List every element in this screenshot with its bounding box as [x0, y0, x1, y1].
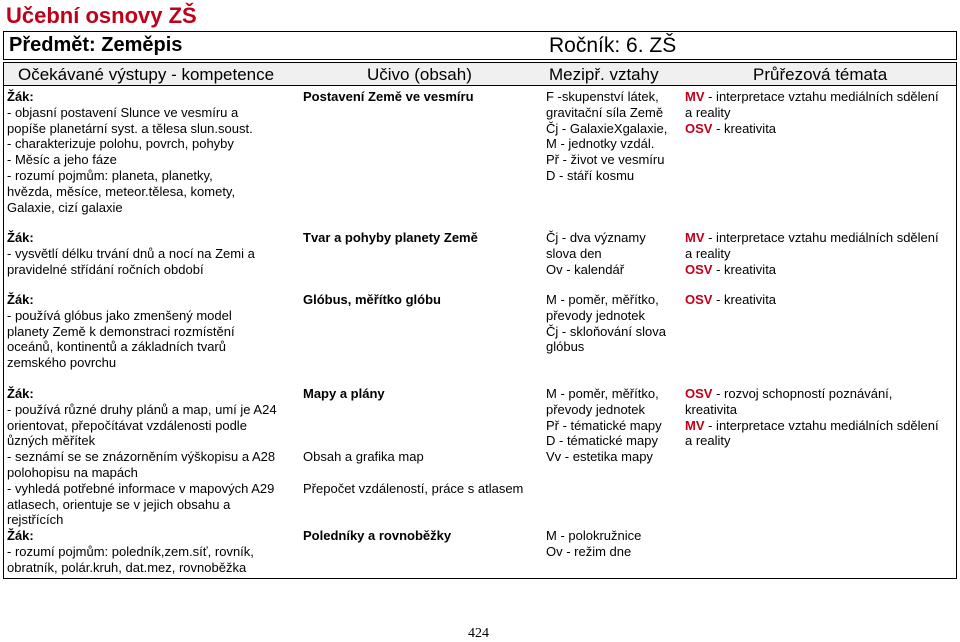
relations-cell — [546, 89, 667, 184]
relation-line: Vv - estetika mapy — [546, 449, 653, 465]
grade-label: Ročník: 6. ZŠ — [549, 34, 677, 57]
theme-code: OSV — [685, 292, 713, 307]
outcome-line: - objasní postavení Slunce ve vesmíru a — [7, 104, 239, 120]
outcome-line: obratník, polár.kruh, dat.mez, rovnoběžka — [7, 559, 247, 575]
pupil-label: Žák: — [7, 230, 34, 245]
outcome-line: popíše planetární syst. a tělesa slun.soust. — [7, 120, 253, 136]
relation-line: Čj - GalaxieXgalaxie, — [546, 120, 668, 136]
outcome-line: - používá různé druhy plánů a map, umí je A24 — [7, 401, 277, 417]
page-number: 424 — [468, 626, 489, 641]
outcome-line: - rozumí pojmům: planeta, planetky, — [7, 167, 213, 183]
content-topic: Přepočet vzdáleností, práce s atlasem — [303, 481, 524, 496]
theme-line — [685, 433, 939, 449]
outcome-line: orientovat, přepočítávat vzdálenosti podle — [7, 417, 247, 433]
outcome-line: - seznámí se se znázorněním výškopisu a A28 — [7, 449, 276, 465]
outcome-line: - vyhledá potřebné informace v mapových A29 — [7, 480, 275, 496]
relations-cell — [546, 292, 666, 355]
pupil-label: Žák: — [7, 528, 34, 544]
theme-line — [685, 230, 939, 246]
pupil-label: Žák: — [7, 89, 34, 104]
content-topic: Obsah a grafika map — [303, 449, 424, 464]
theme-text: kreativita — [685, 401, 738, 417]
column-header-themes: Průřezová témata — [753, 65, 888, 84]
column-header-row — [3, 62, 957, 86]
theme-line — [685, 105, 939, 121]
relation-line: M - jednotky vzdál. — [546, 136, 655, 152]
theme-line — [685, 402, 939, 418]
theme-line — [685, 418, 939, 434]
outcome-line: - Měsíc a jeho fáze — [7, 152, 117, 168]
relation-line: Ov - kalendář — [546, 261, 625, 277]
column-header-relations: Mezipř. vztahy — [549, 65, 659, 84]
outcome-line: hvězda, měsíce, meteor.tělesa, komety, — [7, 183, 236, 199]
content-topic: Glóbus, měřítko glóbu — [303, 292, 441, 307]
themes-cell — [685, 292, 776, 308]
theme-line — [685, 386, 939, 402]
theme-text: a reality — [685, 104, 731, 120]
themes-cell — [685, 89, 939, 136]
outcome-line: ůzných měřítek — [7, 433, 96, 449]
column-header-content: Učivo (obsah) — [367, 65, 472, 84]
theme-code: MV — [685, 230, 705, 245]
theme-text: a reality — [685, 245, 731, 261]
outcome-line: atlasech, orientuje se v jejich obsahu a — [7, 496, 231, 512]
subject-label: Předmět: Zeměpis — [9, 34, 183, 56]
relation-line: gravitační síla Země — [546, 104, 664, 120]
relation-line: D - tématické mapy — [546, 433, 658, 449]
relation-line: Ov - režim dne — [546, 543, 632, 559]
relation-line: F -skupenství látek, — [546, 89, 659, 104]
outcome-line: oceánů, kontinentů a základních tvarů — [7, 339, 226, 355]
content-topic: Mapy a plány — [303, 386, 385, 401]
themes-cell — [685, 230, 939, 277]
theme-code: MV — [685, 89, 705, 104]
relation-line: Př - život ve vesmíru — [546, 152, 665, 168]
relation-line: M - poměr, měřítko, — [546, 386, 659, 401]
theme-text: a reality — [685, 433, 731, 449]
relations-cell — [546, 386, 662, 465]
theme-line — [685, 246, 939, 262]
outcome-line: rejstřících — [7, 512, 64, 528]
outcome-line: polohopisu na mapách — [7, 464, 138, 480]
theme-text: - interpretace vztahu mediálních sdělení — [704, 89, 939, 104]
outcomes-cell — [7, 89, 253, 215]
themes-cell — [685, 386, 939, 449]
relations-cell — [546, 230, 646, 277]
outcomes-cell — [7, 292, 235, 371]
theme-line — [685, 121, 939, 137]
theme-text: - interpretace vztahu mediálních sdělení — [704, 230, 939, 245]
pupil-label: Žák: — [7, 386, 34, 401]
theme-text: - interpretace vztahu mediálních sdělení — [704, 417, 939, 433]
outcome-line: pravidelné střídání ročních období — [7, 261, 204, 277]
outcome-line: planety Země k demonstraci rozmístění — [7, 323, 235, 339]
outcome-line: - vysvětlí délku trvání dnů a nocí na Zemi a — [7, 245, 255, 261]
relation-line: Čj - skloňování slova — [546, 323, 666, 339]
theme-line — [685, 262, 939, 278]
column-header-outcomes: Očekávané výstupy - kompetence — [18, 65, 275, 84]
relation-line: M - polokružnice — [546, 528, 642, 543]
theme-code: OSV — [685, 386, 713, 401]
theme-text: - kreativita — [712, 292, 777, 307]
relation-line: M - poměr, měřítko, — [546, 292, 659, 307]
relation-line: převody jednotek — [546, 307, 646, 323]
theme-code: OSV — [685, 261, 713, 277]
outcome-line: - rozumí pojmům: poledník,zem.síť, rovník, — [7, 543, 254, 559]
theme-line — [685, 89, 939, 105]
theme-line — [685, 292, 776, 308]
pupil-label: Žák: — [7, 292, 34, 307]
theme-text: - rozvoj schopností poznávání, — [712, 386, 893, 401]
relation-line: slova den — [546, 245, 602, 261]
theme-code: OSV — [685, 120, 713, 136]
outcome-line: - charakterizuje polohu, povrch, pohyby — [7, 136, 234, 152]
relation-line: převody jednotek — [546, 401, 646, 417]
outcome-line: zemského povrchu — [7, 355, 117, 371]
theme-text: - kreativita — [712, 261, 777, 277]
outcome-line: Galaxie, cizí galaxie — [7, 199, 123, 215]
subject-header — [3, 31, 957, 60]
relation-line: Př - tématické mapy — [546, 417, 662, 433]
relation-line: Čj - dva významy — [546, 230, 646, 245]
outcomes-cell — [7, 386, 277, 576]
content-topic: Poledníky a rovnoběžky — [303, 528, 452, 543]
curriculum-table — [3, 86, 957, 579]
relation-line: glóbus — [546, 339, 585, 355]
outcome-line: - používá glóbus jako zmenšený model — [7, 307, 232, 323]
relations-cell — [546, 528, 641, 560]
outcomes-cell — [7, 230, 255, 277]
theme-code: MV — [685, 417, 705, 433]
relation-line: D - stáří kosmu — [546, 167, 635, 183]
content-topic: Postavení Země ve vesmíru — [303, 89, 474, 104]
theme-text: - kreativita — [712, 120, 777, 136]
document-title: Učební osnovy ZŠ — [6, 3, 197, 28]
content-topic: Tvar a pohyby planety Země — [303, 230, 478, 245]
